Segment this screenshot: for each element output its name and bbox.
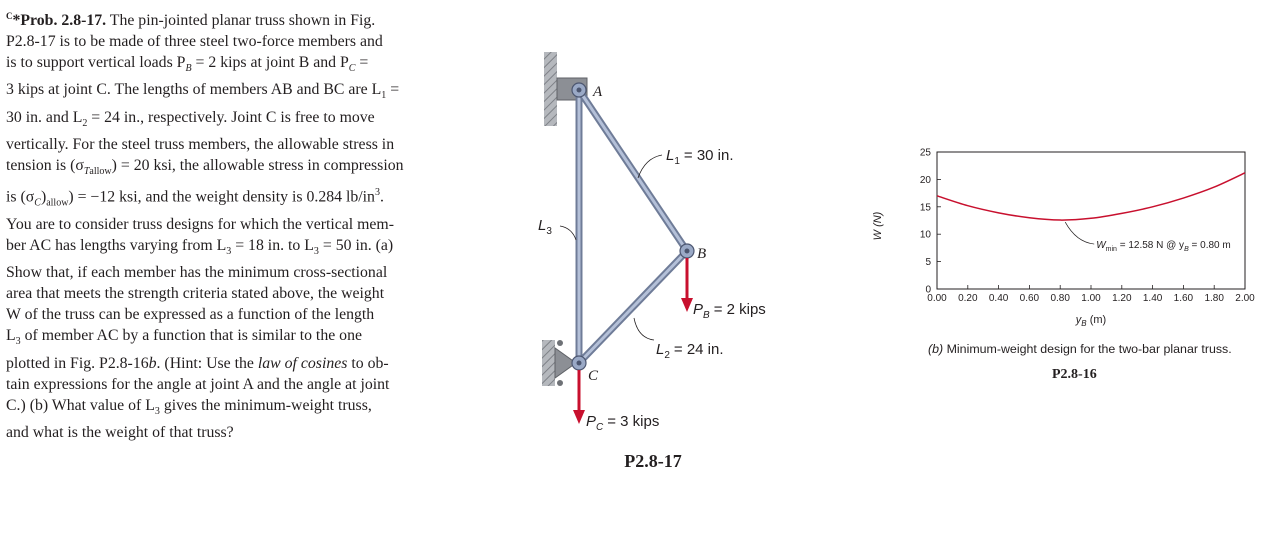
italic-hint: law of cosines (257, 354, 348, 372)
load-c-label: $P_C = 3$ kips (586, 413, 660, 433)
x-tick-label: 1.80 (1204, 293, 1224, 304)
subscript: B (185, 63, 192, 75)
x-tick-label: 0.80 (1050, 293, 1070, 304)
x-tick-label: 1.00 (1081, 293, 1101, 304)
length-l2-label: $L_2 = 24$ in. (656, 341, 724, 361)
problem-line: C.) (b) What value of L (6, 396, 155, 414)
subscript: C (34, 197, 41, 209)
x-tick-label: 1.40 (1142, 293, 1163, 304)
annotation-part: = 12.58 N @ y (1116, 240, 1185, 252)
subscript: 1 (381, 90, 387, 102)
y-tick-label: 5 (925, 257, 931, 269)
problem-line: gives the minimum-weight truss, (163, 396, 372, 414)
problem-line: = 2 kips at joint B and P (195, 54, 349, 72)
caption-prefix: (b) (928, 342, 944, 356)
min-weight-chart (865, 140, 1265, 340)
subscript: allow (46, 197, 69, 209)
x-tick-label: 2.00 (1235, 293, 1255, 304)
member-ab-highlight (579, 90, 687, 251)
problem-line: = 24 in., respectively. Joint C is free to move (91, 108, 375, 126)
problem-line: of member AC by a function that is similar to the one (24, 327, 362, 345)
joint-c-label: C (588, 368, 599, 384)
y-tick-label: 20 (919, 174, 931, 186)
y-tick-label: 25 (919, 147, 931, 159)
load-b-label: $P_B = 2$ kips (693, 301, 766, 321)
load-arrow-b-head (681, 298, 693, 312)
chart-caption (928, 342, 1232, 356)
wall-support-bottom (542, 340, 555, 386)
problem-line: ber AC has lengths varying from L (6, 236, 227, 254)
leader-l2 (634, 318, 654, 340)
pin-a-center (577, 88, 582, 93)
problem-line: vertically. For the steel truss members, the allowable stress in (6, 135, 395, 153)
chart-xlabel: $y_B$ (m) (1075, 314, 1107, 328)
caption-text: Minimum-weight design for the two-bar planar truss. (943, 342, 1232, 356)
problem-line: ) = −12 ksi, and the weight density is 0.284 lb/in (68, 188, 375, 206)
annotation-part: min (1105, 246, 1117, 254)
problem-line: and what is the weight of that truss? (6, 424, 234, 442)
y-tick-label: 0 (925, 284, 931, 296)
problem-line: = (390, 81, 400, 99)
load-arrow-c-head (573, 410, 585, 424)
plot-frame (937, 152, 1245, 289)
leader-l1 (638, 155, 662, 178)
joint-a-label: A (593, 84, 603, 100)
truss-figure-label: P2.8-17 (624, 451, 682, 471)
problem-line: 3 kips at joint C. The lengths of members AB and BC are L (6, 81, 382, 99)
problem-line: tension is (σ (6, 157, 84, 175)
problem-line: area that meets the strength criteria stated above, the weight (6, 285, 385, 303)
subscript: 3 (313, 246, 319, 258)
annotation-part: B (1184, 246, 1189, 254)
problem-line: Show that, if each member has the minimum cross-sectional (6, 264, 388, 282)
member-bc-highlight (579, 251, 687, 363)
length-l3-label: $L_3$ (538, 217, 552, 237)
problem-line: = 50 in. (a) (322, 236, 394, 254)
subscript: 3 (226, 246, 232, 258)
y-tick-label: 15 (919, 202, 931, 214)
problem-line: to ob- (347, 354, 389, 372)
joint-b-label: B (697, 246, 707, 262)
x-tick-label: 0.20 (958, 293, 978, 304)
min-annotation (1096, 240, 1231, 253)
subscript: C (348, 63, 356, 75)
length-l1-label: $L_1 = 30$ in. (666, 147, 734, 167)
problem-line: is to support vertical loads P (6, 54, 186, 72)
problem-line: . (379, 188, 384, 206)
problem-line: = 18 in. to L (235, 236, 314, 254)
problem-star: * (12, 12, 21, 29)
annotation-part: W (1096, 240, 1106, 252)
plot-area (920, 148, 1255, 305)
problem-line: W of the truss can be expressed as a function of the length (6, 306, 375, 324)
problem-line: . (Hint: Use the (156, 354, 258, 372)
x-tick-label: 1.20 (1112, 293, 1132, 304)
problem-statement: $^C$*Prob. 2.8-17. The pin-jointed planar truss shown in Fig. P2.8-17 is to be made of three steel two-force members and is to support vertical loads $P_B = 2$ kips at joint B and $P_C$ = 3 kips at joint C. The lengths of members AB and BC are $L_1$ = 30 in. and $L_2 = 24$ in., respectively. Joint C is free to move vertically. For the steel truss members, the allowable stress in tension is $(\sigma_{Tallow}) = 20$ ksi, the allowable stress in compression is $(\sigma_C)_{allow}) = -12$ ksi, and the weight density is 0.284 $lb/in^3$. You are to consider truss designs for which the vertical mem- ber AC has lengths varying from $L_3 = 18$ in. to $L_3 = 50$ in. (a) Show that, if each member has the minimum cross-sectional area that meets the strength criteria stated above, the weight W of the truss can be expressed as a function of the length $L_3$ of member AC by a function that is similar to the one plotted in Fig. P2.8-16b. (Hint: Use the law of cosines to ob- tain expressions for the angle at joint A and the angle at joint C.) (b) What value of $L_3$ gives the minimum-weight truss, and what is the weight of that truss? (6, 6, 440, 443)
italic-b: b (148, 354, 157, 372)
problem-line: You are to consider truss designs for which the vertical mem- (6, 215, 394, 233)
series-line (937, 173, 1245, 220)
problem-line: is (σ (6, 188, 35, 206)
problem-line: ) = 20 ksi, the allowable stress in compression (111, 157, 404, 175)
subscript: allow (89, 166, 112, 178)
pin-c-center (577, 361, 582, 366)
x-tick-label: 0.60 (1019, 293, 1040, 304)
leader-l3 (560, 226, 576, 240)
subscript: 3 (15, 336, 21, 348)
pin-b-center (685, 249, 690, 254)
subscript: 3 (154, 406, 160, 418)
annotation-part: = 0.80 m (1188, 240, 1231, 252)
x-tick-label: 0.00 (927, 293, 947, 304)
problem-line: L (6, 327, 16, 345)
roller-wheel (557, 380, 563, 386)
problem-line: tain expressions for the angle at joint A and the angle at joint (6, 375, 390, 393)
x-tick-label: 0.40 (988, 293, 1009, 304)
subscript: T (83, 166, 90, 178)
wall-support-top (544, 52, 557, 126)
problem-line: 30 in. and L (6, 108, 83, 126)
problem-line: P2.8-17 is to be made of three steel two-force members and (6, 33, 383, 51)
y-tick-label: 10 (919, 229, 931, 241)
chart-figure-label: P2.8-16 (1052, 367, 1097, 382)
problem-label: Prob. 2.8-17. (20, 12, 107, 29)
chart-ylabel: W (N) (872, 211, 884, 241)
problem-prefix: C (6, 11, 13, 21)
problem-line: = (359, 54, 369, 72)
superscript: 3 (374, 187, 380, 199)
x-tick-label: 1.60 (1173, 293, 1194, 304)
subscript: 2 (82, 117, 88, 129)
truss-figure (530, 30, 830, 530)
problem-line: The pin-jointed planar truss shown in Fig. (109, 12, 376, 29)
annotation-leader (1065, 222, 1094, 244)
roller-wheel (557, 340, 563, 346)
problem-line: plotted in Fig. P2.8-16 (6, 354, 149, 372)
